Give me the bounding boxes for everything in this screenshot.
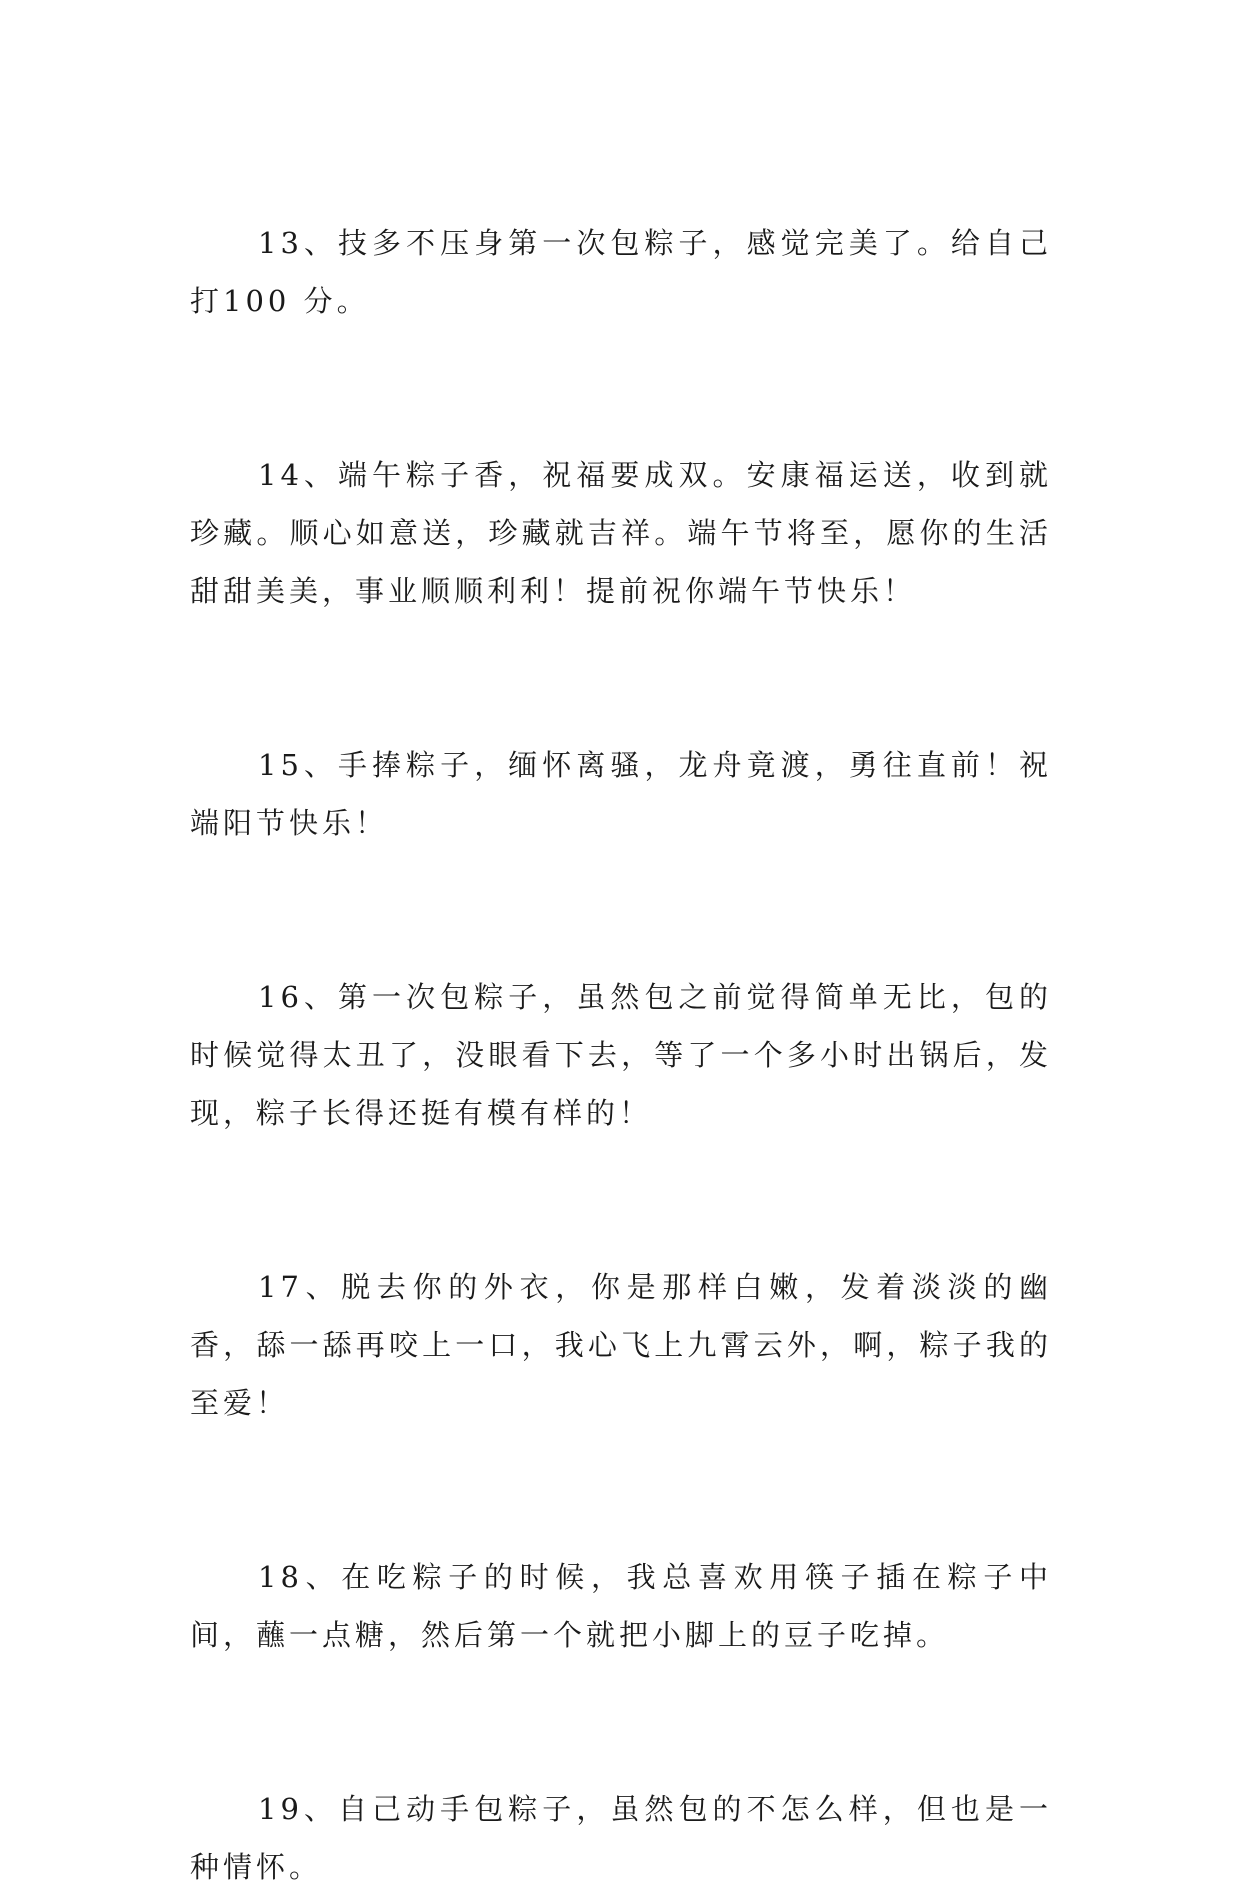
paragraph-15: 15、手捧粽子，缅怀离骚，龙舟竟渡，勇往直前！祝端阳节快乐！: [190, 748, 1052, 840]
paragraph-18: 18、在吃粽子的时候，我总喜欢用筷子插在粽子中间，蘸一点糖，然后第一个就把小脚上的豆子吃掉。: [190, 1560, 1052, 1652]
paragraph-16: 16、第一次包粽子，虽然包之前觉得简单无比，包的时候觉得太丑了，没眼看下去，等了一个多小时出锅后，发现，粽子长得还挺有模有样的！: [190, 980, 1052, 1130]
paragraph-14: 14、端午粽子香，祝福要成双。安康福运送，收到就珍藏。顺心如意送，珍藏就吉祥。端午节将至，愿你的生活甜甜美美，事业顺顺利利！提前祝你端午节快乐！: [190, 458, 1052, 608]
paragraph-19: 19、自己动手包粽子，虽然包的不怎么样，但也是一种情怀。: [190, 1792, 1052, 1884]
document-body: [190, 214, 1052, 1896]
paragraph-13: 13、技多不压身第一次包粽子，感觉完美了。给自己打100 分。: [190, 226, 1052, 318]
paragraph-17: 17、脱去你的外衣，你是那样白嫩，发着淡淡的幽香，舔一舔再咬上一口，我心飞上九霄云外，啊，粽子我的至爱！: [190, 1270, 1052, 1420]
